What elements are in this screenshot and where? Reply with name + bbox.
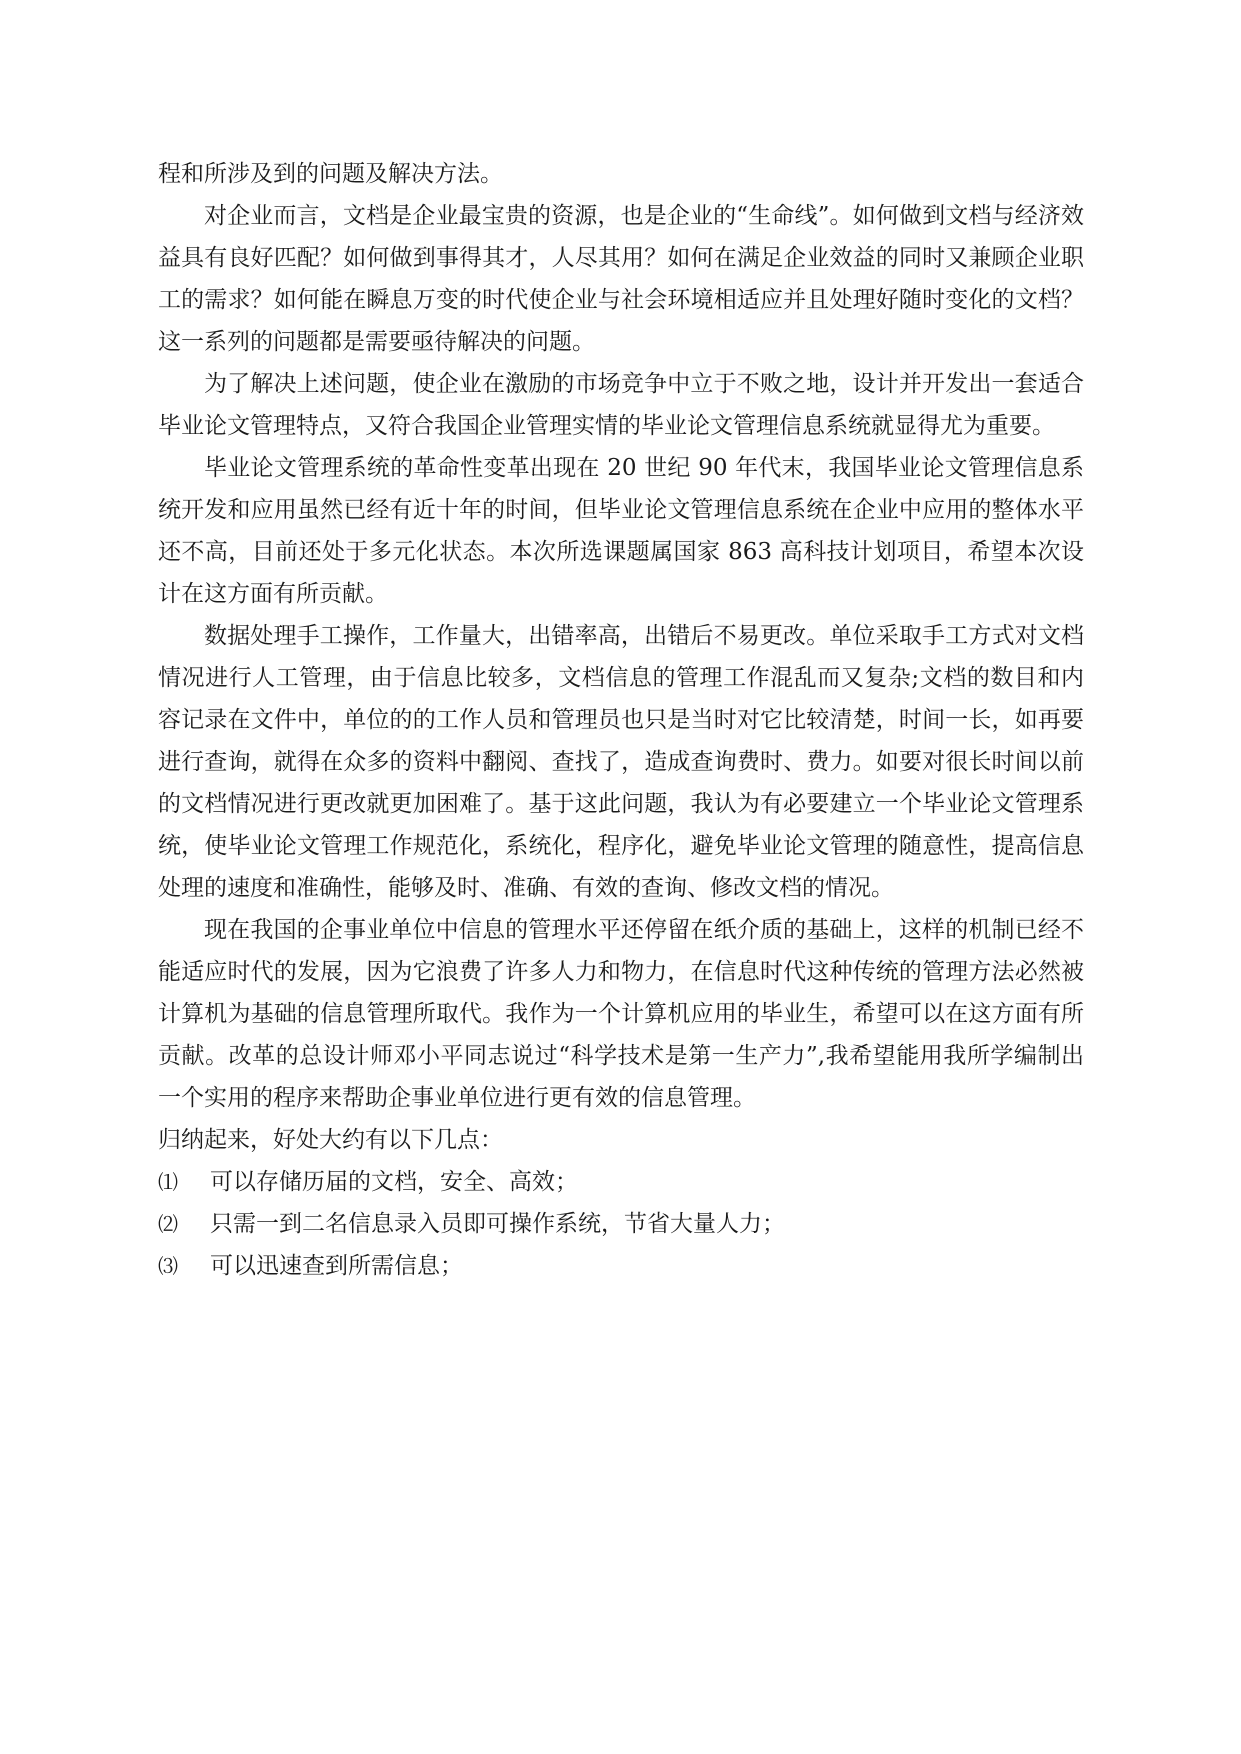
paragraph-enterprise-documents: 对企业而言，文档是企业最宝贵的资源，也是企业的“生命线”。如何做到文档与经济效益具有良好匹配？如何做到事得其才，人尽其用？如何在满足企业效益的同时又兼顾企业职工的需求？如何能在瞬息万变的时代使企业与社会环境相适应并且处理好随时变化的文档？这一系列的问题都是需要亟待解决的问题。 bbox=[158, 203, 1084, 355]
list-marker: ⑶ bbox=[158, 1254, 178, 1278]
paragraph-summary-intro: 归纳起来，好处大约有以下几点： bbox=[158, 1127, 503, 1153]
list-marker: ⑴ bbox=[158, 1170, 178, 1194]
list-item-text: 只需一到二名信息录入员即可操作系统，节省大量人力； bbox=[210, 1211, 785, 1237]
paragraph-system-history: 毕业论文管理系统的革命性变革出现在 20 世纪 90 年代末，我国毕业论文管理信息系统开发和应用虽然已经有近十年的时间，但毕业论文管理信息系统在企业中应用的整体水平还不高，目前还处于多元化状态。本次所选课题属国家 863 高科技计划项目，希望本次设计在这方面有所贡献。 bbox=[158, 455, 1084, 607]
list-item-text: 可以存储历届的文档，安全、高效； bbox=[210, 1169, 578, 1195]
paragraph-continuation: 程和所涉及到的问题及解决方法。 bbox=[158, 161, 503, 187]
list-marker: ⑵ bbox=[158, 1212, 178, 1236]
list-item-text: 可以迅速查到所需信息； bbox=[210, 1253, 463, 1279]
list-item bbox=[158, 1203, 1084, 1245]
list-item bbox=[158, 1245, 1084, 1287]
list-item bbox=[158, 1161, 1084, 1203]
paragraph-system-importance: 为了解决上述问题，使企业在激励的市场竞争中立于不败之地，设计并开发出一套适合毕业论文管理特点，又符合我国企业管理实情的毕业论文管理信息系统就显得尤为重要。 bbox=[158, 371, 1084, 439]
paragraph-manual-processing: 数据处理手工操作，工作量大，出错率高，出错后不易更改。单位采取手工方式对文档情况进行人工管理，由于信息比较多，文档信息的管理工作混乱而又复杂;文档的数目和内容记录在文件中，单位的的工作人员和管理员也只是当时对它比较清楚，时间一长，如再要进行查询，就得在众多的资料中翻阅、查找了，造成查询费时、费力。如要对很长时间以前的文档情况进行更改就更加困难了。基于这此问题，我认为有必要建立一个毕业论文管理系统，使毕业论文管理工作规范化，系统化，程序化，避免毕业论文管理的随意性，提高信息处理的速度和准确性，能够及时、准确、有效的查询、修改文档的情况。 bbox=[158, 623, 1084, 901]
document-body bbox=[158, 153, 1084, 1287]
paragraph-information-management: 现在我国的企事业单位中信息的管理水平还停留在纸介质的基础上，这样的机制已经不能适应时代的发展，因为它浪费了许多人力和物力，在信息时代这种传统的管理方法必然被计算机为基础的信息管理所取代。我作为一个计算机应用的毕业生，希望可以在这方面有所贡献。改革的总设计师邓小平同志说过“科学技术是第一生产力”,我希望能用我所学编制出一个实用的程序来帮助企事业单位进行更有效的信息管理。 bbox=[158, 917, 1084, 1111]
